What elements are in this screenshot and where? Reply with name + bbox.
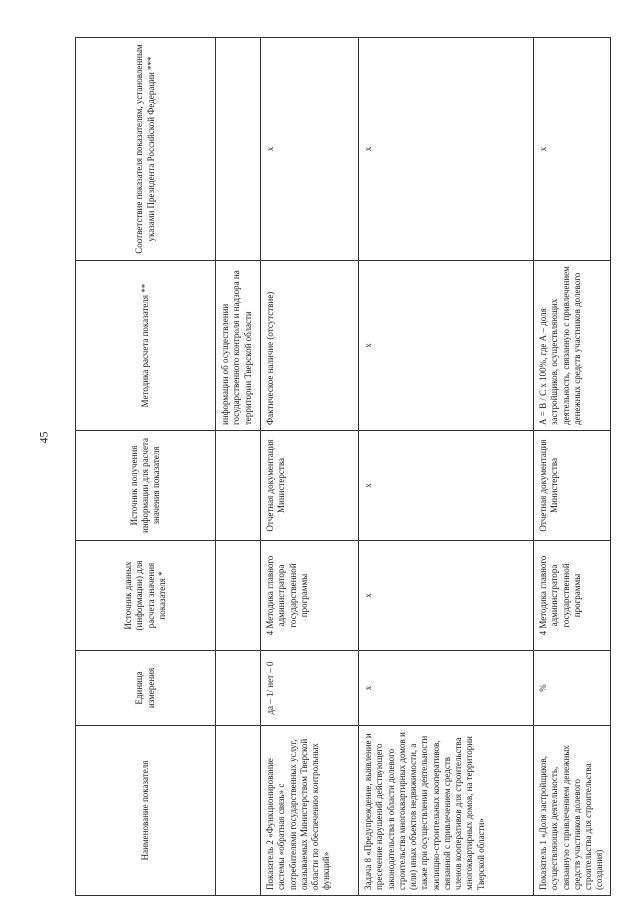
cell-info-source: Отчетная документация Министерства [534, 431, 611, 541]
cell-name: Показатель 1 «Доля застройщиков, осуществляющих деятельность, связанную с привлечением денежных средств участников долевого строительства для строительства (создания) [534, 726, 611, 896]
table-row [359, 38, 534, 896]
page-number: 45 [36, 431, 51, 444]
cell-compliance: х [359, 38, 534, 261]
header-unit: Единица измерения [76, 651, 216, 726]
header-name: Наименование показателя [76, 726, 216, 896]
cell-unit: % [534, 651, 611, 726]
cell-info-source: х [359, 431, 534, 541]
cell-compliance: х [261, 38, 359, 261]
cell-data-source [216, 541, 261, 651]
cell-method: информации об осуществлении государственного контроля и надзора на территории Тверской области [216, 261, 261, 431]
cell-compliance: х [534, 38, 611, 261]
cell-method: А = В / С х 100%, где А – доля застройщиков, осуществляющих деятельность, связанную с привлечением денежных средств участников долевого [534, 261, 611, 431]
cell-method: Фактическое наличие (отсутствие) [261, 261, 359, 431]
cell-info-source [216, 431, 261, 541]
cell-name [216, 726, 261, 896]
cell-method: х [359, 261, 534, 431]
cell-info-source: Отчетная документация Министерства [261, 431, 359, 541]
cell-compliance [216, 38, 261, 261]
rotated-table-wrapper [75, 38, 605, 896]
header-method: Методика расчета показателя ** [76, 261, 216, 431]
cell-unit: да – 1/ нет – 0 [261, 651, 359, 726]
cell-unit: х [359, 651, 534, 726]
cell-name: Показатель 2 «Функционирование системы «обратная связь» с потребителями государственных услуг, оказываемых Министерством Тверской области по обеспечению контрольных функций» [261, 726, 359, 896]
table-row [216, 38, 261, 896]
cell-data-source: х [359, 541, 534, 651]
cell-data-source: 4 Методика главного администратора государственной программы [261, 541, 359, 651]
table-row [261, 38, 359, 896]
cell-name: Задача 8 «Предупреждение, выявление и пресечение нарушений действующего законодательства в области долевого строительства многоквартирных домов и (или) иных объектов недвижимости, а также при осуществлении деятельности жилищно-строительных кооперативов, связанной с привлечением средств членов кооперативов для строительства многоквартирных домов, на территории Тверской области» [359, 726, 534, 896]
cell-unit [216, 651, 261, 726]
table-row [534, 38, 611, 896]
indicators-table [75, 37, 611, 896]
cell-data-source: 4 Методика главного администратора государственной программы [534, 541, 611, 651]
header-info-source: Источник получения информации для расчета значения показателя [76, 431, 216, 541]
header-compliance: Соответствие показателя показателям, установленным указами Президента Российской Федерации *** [76, 38, 216, 261]
header-data-source: Источник данных (информации) для расчета значения показателя * [76, 541, 216, 651]
table-header-row [76, 38, 216, 896]
